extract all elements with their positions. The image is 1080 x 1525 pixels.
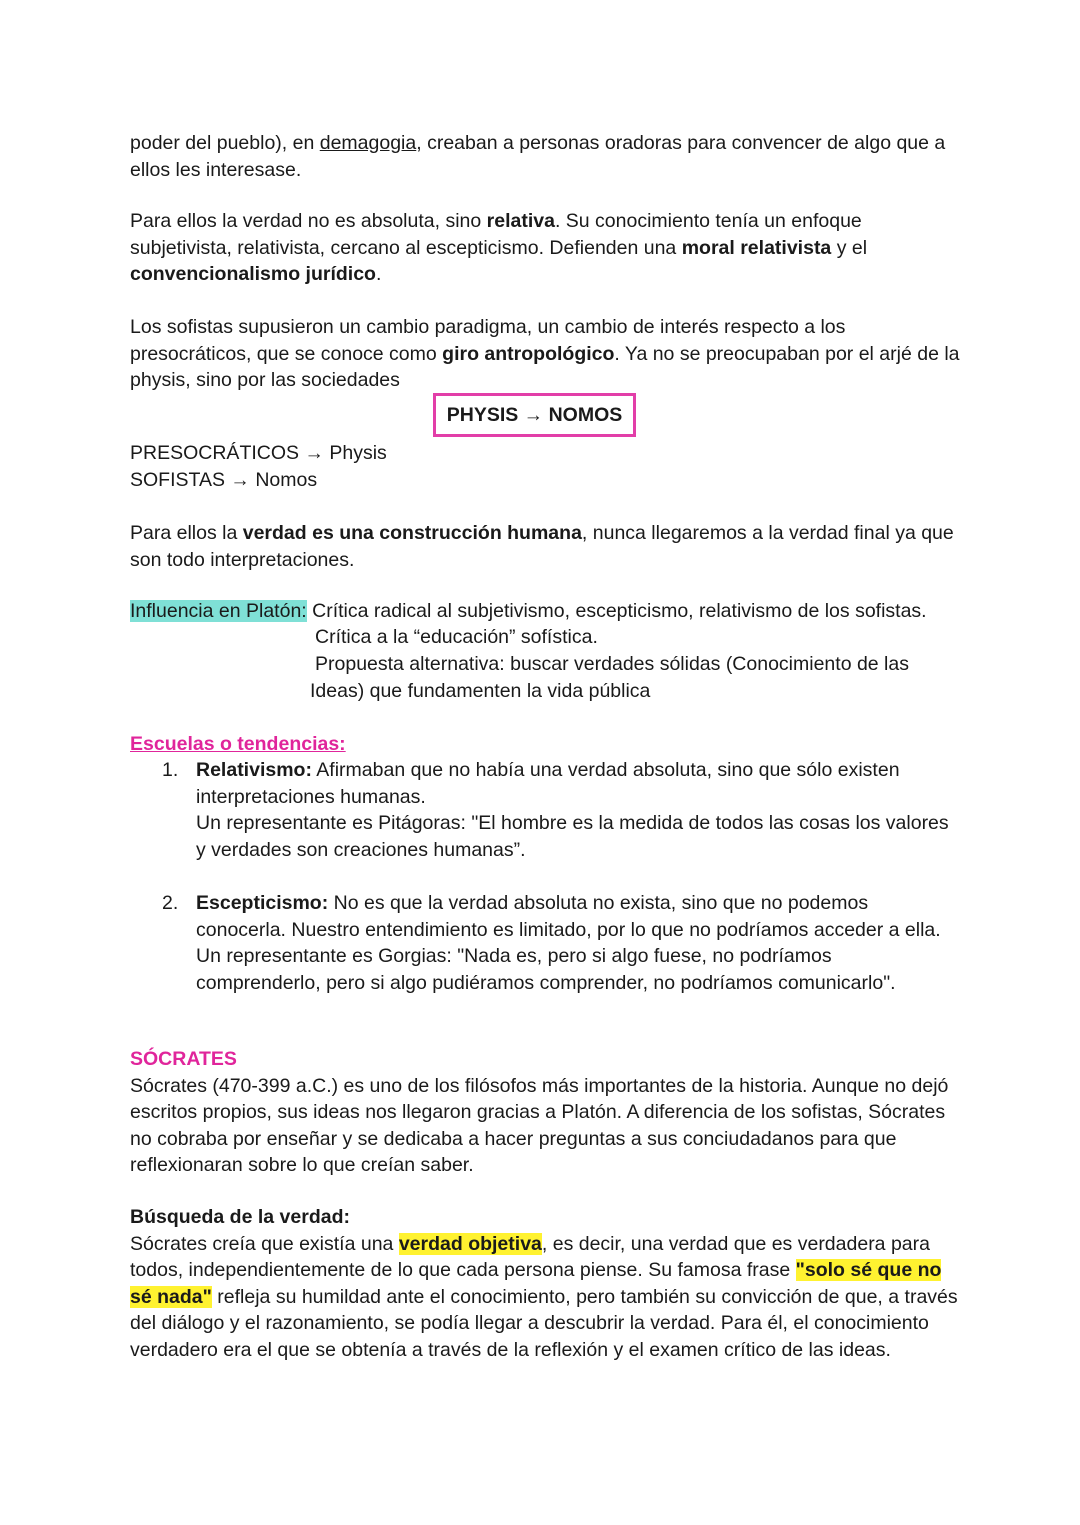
escuelas-list — [130, 757, 950, 996]
physis-nomos-mapping — [130, 440, 960, 493]
presocraticos-line: PRESOCRÁTICOS → Physis — [130, 442, 387, 464]
busqueda-heading: Búsqueda de la verdad: — [130, 1206, 350, 1228]
list-item: 1. Relativismo: Afirmaban que no había una verdad absoluta, sino que sólo existen interpretaciones humanas. Un representante es Pitágoras: "El hombre es la medida de todos las cosas los valores y verdades son creaciones humanas”. — [162, 759, 949, 861]
socrates-heading: SÓCRATES — [130, 1048, 237, 1070]
verdad-objetiva-highlight: verdad objetiva — [398, 1232, 542, 1255]
escuelas-heading: Escuelas o tendencias: — [130, 733, 346, 755]
paragraph-verdad-relativa: Para ellos la verdad no es absoluta, sino relativa. Su conocimiento tenía un enfoque subjetivista, relativista, cercano al escepticismo. Defienden una moral relativista y el convencionalismo jurídico. — [130, 210, 868, 285]
socrates-paragraph: Sócrates (470-399 a.C.) es uno de los filósofos más importantes de la historia. Aunque no dejó escritos propios, sus ideas nos llegaron gracias a Platón. A diferencia de los sofistas, Sócrates no cobraba por enseñar y se dedicaba a hacer preguntas a sus conciudadanos para que reflexionaran sobre lo que creían saber. — [130, 1074, 949, 1176]
paragraph-construccion-humana: Para ellos la verdad es una construcción humana, nunca llegaremos a la verdad final ya que son todo interpretaciones. — [130, 522, 954, 571]
paragraph-giro-antropologico: Los sofistas supusieron un cambio paradigma, un cambio de interés respecto a los presocráticos, que se conoce como giro antropológico. Ya no se preocupaban por el arjé de la physis, sino por las sociedades — [130, 316, 960, 391]
busqueda-paragraph: Sócrates creía que existía una verdad objetiva, es decir, una verdad que es verdadera para todos, independientemente de lo que cada persona piense. Su famosa frase "solo sé que no sé nada" refleja su humildad ante el conocimiento, pero también su convicción de que, a través del diálogo y el razonamiento, se podía llegar a descubrir la verdad. Para él, el conocimiento verdadero era el que se obtenía a través de la reflexión y el examen crítico de las ideas. — [130, 1232, 958, 1361]
physis-nomos-box: PHYSIS → NOMOS — [433, 393, 636, 437]
list-item: 2. Escepticismo: No es que la verdad absoluta no exista, sino que no podemos conocerla. Nuestro entendimiento es limitado, por lo que no podríamos acceder a ella. Un representante es Gorgias: "Nada es, pero si algo fuese, no podríamos comprenderlo, pero si algo pudiéramos comprender, no podríamos comunicarlo". — [162, 892, 941, 994]
sofistas-line: SOFISTAS → Nomos — [130, 468, 318, 491]
solo-se-highlight: "solo sé que no sé nada" — [130, 1259, 942, 1308]
demagogia-term: demagogia — [319, 132, 417, 154]
busqueda-section — [130, 1204, 960, 1363]
paragraph-demagogia: poder del pueblo), en demagogia, creaban a personas oradoras para convencer de algo que a ellos les interesase. — [130, 132, 946, 181]
influencia-platon: Influencia en Platón: Crítica radical al subjetivismo, escepticismo, relativismo de los sofistas. — [130, 600, 927, 622]
influencia-line-3: Propuesta alternativa: buscar verdades sólidas (Conocimiento de las Ideas) que fundamenten la vida pública — [310, 653, 909, 702]
influencia-label: Influencia en Platón: — [130, 600, 307, 622]
socrates-section — [130, 1046, 960, 1179]
influencia-line-2: Crítica a la “educación” sofística. — [315, 626, 598, 648]
